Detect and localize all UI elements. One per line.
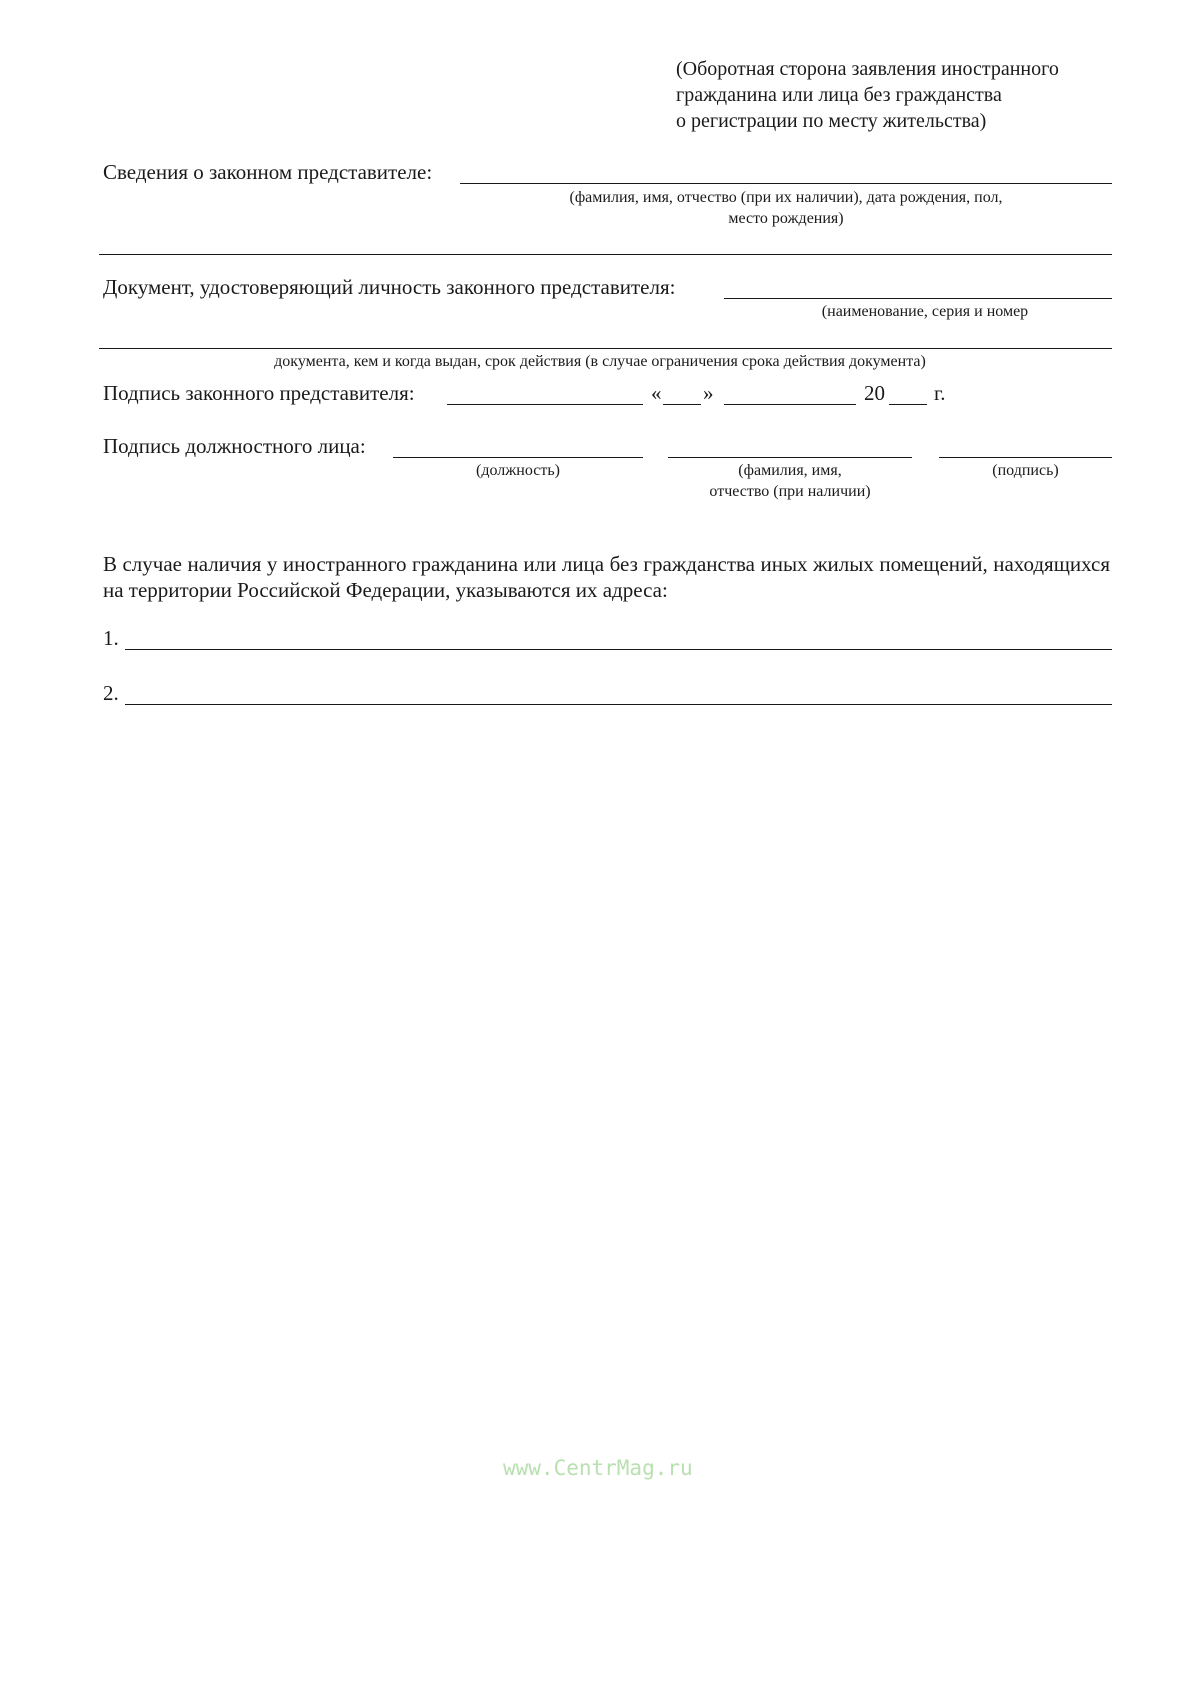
legal-rep-hint-line-2: место рождения) xyxy=(728,210,844,227)
legal-rep-field[interactable] xyxy=(460,183,1112,184)
address-item-1-number: 1. xyxy=(103,626,119,650)
date-year-field[interactable] xyxy=(889,404,927,405)
header-note-line-3: о регистрации по месту жительства) xyxy=(676,110,987,132)
address-item-2-number: 2. xyxy=(103,681,119,705)
identity-doc-field[interactable] xyxy=(724,298,1112,299)
watermark: www.CentrMag.ru xyxy=(503,1456,693,1480)
identity-doc-label: Документ, удостоверяющий личность законного представителя: xyxy=(103,275,676,299)
identity-doc-hint-line-2: документа, кем и когда выдан, срок действия (в случае ограничения срока действия документа) xyxy=(274,353,926,370)
date-year-suffix: г. xyxy=(934,381,946,405)
rep-signature-field[interactable] xyxy=(447,404,643,405)
official-name-hint-line-2: отчество (при наличии) xyxy=(709,483,871,500)
address-item-1-field[interactable] xyxy=(125,649,1112,650)
official-name-hint-line-1: (фамилия, имя, xyxy=(738,462,842,479)
rep-signature-label: Подпись законного представителя: xyxy=(103,381,415,405)
date-month-field[interactable] xyxy=(724,404,856,405)
header-note-line-2: гражданина или лица без гражданства xyxy=(676,84,1002,106)
official-signature-hint: (подпись) xyxy=(992,462,1059,479)
official-name-field[interactable] xyxy=(668,457,912,458)
legal-rep-field-continued[interactable] xyxy=(99,254,1112,255)
identity-doc-field-continued[interactable] xyxy=(99,348,1112,349)
date-quote-open: « xyxy=(651,381,662,405)
official-position-field[interactable] xyxy=(393,457,643,458)
official-signature-field[interactable] xyxy=(939,457,1112,458)
date-quote-close: » xyxy=(703,381,714,405)
date-day-field[interactable] xyxy=(663,404,701,405)
other-premises-text: В случае наличия у иностранного гражданина или лица без гражданства иных жилых помещений, находящихся на территории Российской Федерации, указываются их адреса: xyxy=(103,552,1110,602)
legal-rep-hint-line-1: (фамилия, имя, отчество (при их наличии), дата рождения, пол, xyxy=(569,189,1003,206)
official-signature-label: Подпись должностного лица: xyxy=(103,434,366,458)
legal-rep-label: Сведения о законном представителе: xyxy=(103,160,433,184)
header-note xyxy=(676,56,1059,134)
identity-doc-hint-line-1: (наименование, серия и номер xyxy=(821,303,1029,320)
official-position-hint: (должность) xyxy=(476,462,560,479)
date-year-prefix: 20 xyxy=(864,381,885,405)
header-note-line-1: (Оборотная сторона заявления иностранного xyxy=(676,58,1059,80)
address-item-2-field[interactable] xyxy=(125,704,1112,705)
